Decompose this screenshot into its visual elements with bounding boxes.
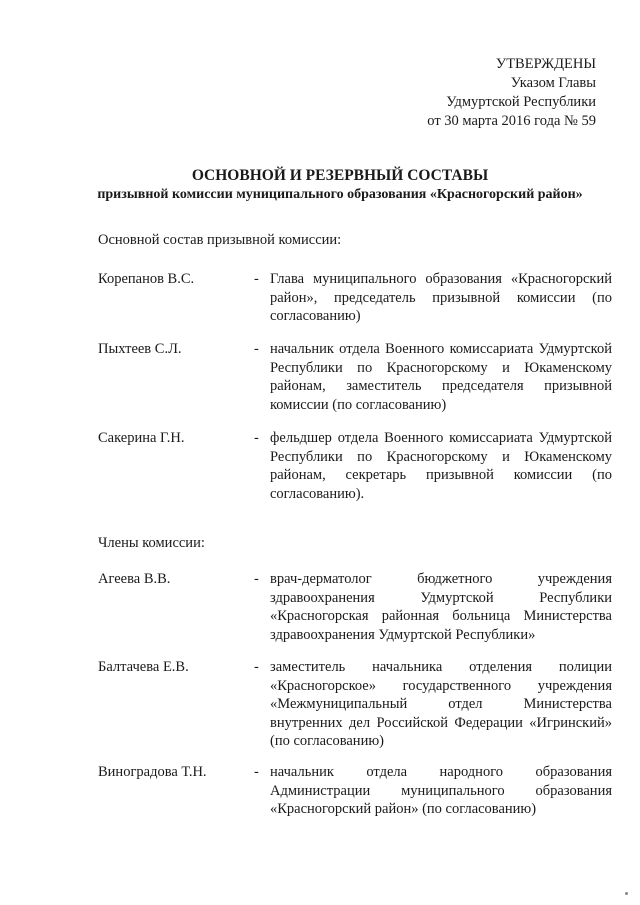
members-section-label: Члены комиссии: bbox=[98, 535, 205, 551]
member-role: начальник отдела Военного комиссариата Удмуртской Республики по Красногорскому и Юкаменскому районам, заместитель председателя призывной комиссии (по согласованию) bbox=[270, 341, 612, 413]
scan-speck bbox=[625, 892, 628, 895]
member-name: Корепанов В.С. bbox=[98, 271, 195, 287]
main-section-label: Основной состав призывной комиссии: bbox=[98, 232, 342, 248]
approval-status: УТВЕРЖДЕНЫ bbox=[495, 56, 596, 72]
document-subtitle: призывной комиссии муниципального образования «Красногорский район» bbox=[97, 187, 583, 202]
document-heading bbox=[60, 166, 620, 204]
member-name: Пыхтеев С.Л. bbox=[98, 341, 182, 357]
member-name: Агеева В.В. bbox=[98, 571, 171, 587]
approval-republic: Удмуртской Республики bbox=[446, 94, 596, 110]
member-name: Виноградова Т.Н. bbox=[98, 764, 207, 780]
approval-decree: Указом Главы bbox=[510, 75, 596, 91]
member-entry bbox=[98, 270, 612, 326]
document-title: ОСНОВНОЙ И РЕЗЕРВНЫЙ СОСТАВЫ bbox=[191, 167, 489, 184]
member-role: начальник отдела народного образования Администрации муниципального образования «Красногорский район» (по согласованию) bbox=[270, 764, 612, 817]
entry-dash: - bbox=[254, 430, 259, 446]
member-entry bbox=[98, 340, 612, 414]
member-role: Глава муниципального образования «Красногорский район», председатель призывной комиссии (по согласованию) bbox=[270, 271, 612, 324]
member-entry bbox=[98, 763, 612, 819]
member-entry bbox=[98, 658, 612, 751]
member-entry bbox=[98, 429, 612, 503]
entry-dash: - bbox=[254, 341, 259, 357]
member-name: Сакерина Г.Н. bbox=[98, 430, 185, 446]
approval-stamp bbox=[380, 55, 596, 131]
entry-dash: - bbox=[254, 571, 259, 587]
approval-date: от 30 марта 2016 года № 59 bbox=[427, 113, 596, 129]
member-role: врач-дерматолог бюджетного учреждения здравоохранения Удмуртской Республики «Красногорская районная больница Министерства здравоохранения Удмуртской Республики» bbox=[270, 571, 612, 643]
entry-dash: - bbox=[254, 659, 259, 675]
member-role: заместитель начальника отделения полиции «Красногорское» государственного учреждения «Межмуниципальный отдел Министерства внутренних дел Российской Федерации «Игринский» (по согласованию) bbox=[270, 659, 612, 749]
member-role: фельдшер отдела Военного комиссариата Удмуртской Республики по Красногорскому и Юкаменскому районам, секретарь призывной комиссии (по согласованию). bbox=[270, 430, 612, 502]
entry-dash: - bbox=[254, 764, 259, 780]
member-name: Балтачева Е.В. bbox=[98, 659, 189, 675]
entry-dash: - bbox=[254, 271, 259, 287]
member-entry bbox=[98, 570, 612, 644]
